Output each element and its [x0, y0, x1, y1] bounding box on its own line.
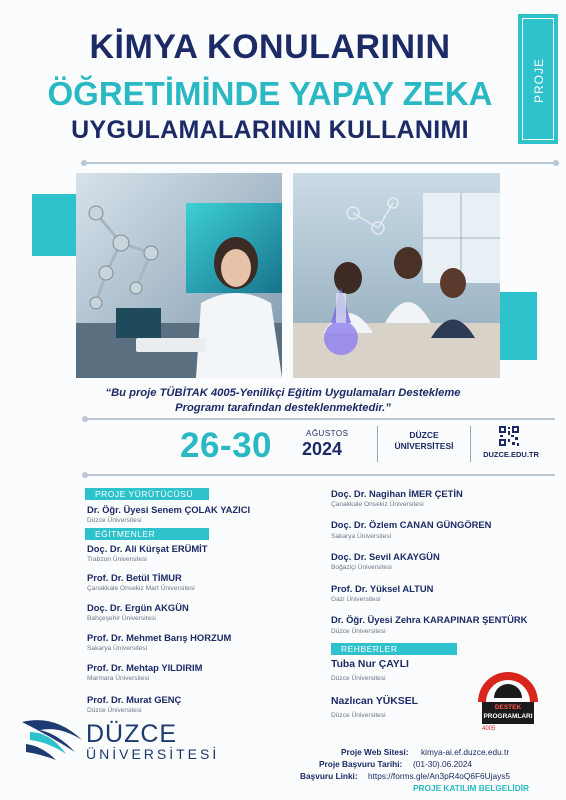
- header-divider: [84, 162, 556, 164]
- trainer-name: Prof. Dr. Mehtap YILDIRIM: [87, 662, 203, 673]
- event-venue: DÜZCE ÜNİVERSİTESİ: [394, 430, 454, 451]
- qr-code-icon[interactable]: [498, 425, 520, 447]
- section-executive: PROJE YÜRÜTÜCÜSÜ: [85, 488, 209, 500]
- guide-name: Tuba Nur ÇAYLI: [331, 659, 409, 670]
- event-website[interactable]: DUZCE.EDU.TR: [483, 450, 539, 459]
- trainer-affiliation: Gazi Üniversitesi: [331, 596, 381, 603]
- event-dates: 26-30: [180, 426, 273, 465]
- divider-dot: [82, 416, 88, 422]
- event-year: 2024: [302, 439, 343, 459]
- trainer-affiliation: Marmara Üniversitesi: [87, 675, 150, 682]
- trainer-affiliation: Çanakkale Onsekiz Üniversitesi: [331, 501, 424, 508]
- trainer-affiliation: Çanakkale Onsekiz Mart Üniversitesi: [87, 585, 195, 592]
- trainer-affiliation: Sakarya Üniversitesi: [331, 533, 392, 540]
- title-line-2: ÖĞRETİMİNDE YAPAY ZEKA: [47, 75, 493, 112]
- destek-code: 4005: [482, 726, 496, 732]
- guide-name: Nazlıcan YÜKSEL: [331, 696, 419, 707]
- trainer-name: Doç. Dr. Ergün AKGÜN: [87, 602, 189, 613]
- support-quote: “Bu proje TÜBİTAK 4005-Yenilikçi Eğitim Uygulamaları Destekleme Programı tarafından desteklenmektedir.”: [105, 387, 461, 414]
- accent-block-left: [32, 194, 76, 256]
- footer-web-label: Proje Web Sitesi:: [341, 747, 409, 757]
- section-trainers: EĞİTMENLER: [85, 528, 209, 540]
- photo-lab-scientist: [76, 173, 282, 378]
- divider-dot: [81, 160, 87, 166]
- project-tag: [518, 14, 558, 144]
- separator: [470, 426, 471, 462]
- trainer-name: Doç. Dr. Özlem CANAN GÜNGÖREN: [331, 519, 492, 530]
- guide-affiliation: Düzce Üniversitesi: [331, 675, 386, 682]
- trainer-name: Doç. Dr. Ali Kürşat ERÜMİT: [87, 543, 208, 554]
- trainer-affiliation: Trabzon Üniversitesi: [87, 556, 147, 563]
- event-month: AĞUSTOS: [306, 429, 349, 438]
- duzce-logo-mark: [20, 712, 90, 764]
- destek-logo-mark: [468, 662, 548, 742]
- trainer-affiliation: Düzce Üniversitesi: [87, 707, 142, 714]
- footer-certificate: PROJE KATILIM BELGELİDİR: [413, 783, 530, 793]
- title-line-3: UYGULAMALARININ KULLANIMI: [71, 116, 469, 144]
- title-line-1: KİMYA KONULARININ: [89, 28, 451, 66]
- trainer-affiliation: Düzce Üniversitesi: [331, 628, 386, 635]
- separator: [377, 426, 378, 462]
- trainer-name: Prof. Dr. Betül TİMUR: [87, 572, 182, 583]
- footer-link-label: Başvuru Linki:: [300, 771, 358, 781]
- footer-link-value[interactable]: https://forms.gle/An3pR4oQ6F6Ujays5: [368, 771, 511, 781]
- executive-name: Dr. Öğr. Üyesi Senem ÇOLAK YAZICI: [87, 504, 251, 515]
- guide-affiliation: Düzce Üniversitesi: [331, 712, 386, 719]
- section-guides: REHBERLER: [331, 643, 457, 655]
- photo-classroom: [293, 173, 500, 378]
- trainer-affiliation: Sakarya Üniversitesi: [87, 645, 148, 652]
- project-tag-label: PROJE: [532, 57, 546, 103]
- trainer-name: Prof. Dr. Yüksel ALTUN: [331, 583, 434, 594]
- executive-affiliation: Düzce Üniversitesi: [87, 517, 142, 524]
- trainer-name: Prof. Dr. Mehmet Barış HORZUM: [87, 632, 232, 643]
- footer-date-value: (01-30).06.2024: [413, 759, 473, 769]
- divider-dot: [82, 472, 88, 478]
- divider-dot: [553, 160, 559, 166]
- footer-date-label: Proje Başvuru Tarihi:: [319, 759, 403, 769]
- trainer-name: Dr. Öğr. Üyesi Zehra KARAPINAR ŞENTÜRK: [331, 614, 528, 625]
- logo-line2: ÜNİVERSİTESİ: [86, 746, 220, 762]
- logo-line1: DÜZCE: [86, 720, 178, 748]
- date-divider: [85, 474, 555, 476]
- quote-divider: [85, 418, 555, 420]
- destek-line2: PROGRAMLARI: [483, 713, 533, 720]
- trainer-name: Doç. Dr. Nagihan İMER ÇETİN: [331, 488, 463, 499]
- trainer-affiliation: Boğaziçi Üniversitesi: [331, 564, 392, 571]
- trainer-affiliation: Bahçeşehir Üniversitesi: [87, 615, 156, 622]
- trainer-name: Doç. Dr. Sevil AKAYGÜN: [331, 551, 440, 562]
- classroom-illustration: [293, 173, 500, 378]
- project-tag-frame: [522, 18, 554, 140]
- lab-scientist-illustration: [76, 173, 282, 378]
- duzce-university-logo: [20, 712, 220, 764]
- footer-web-value[interactable]: kimya-ai.ef.duzce.edu.tr: [421, 747, 510, 757]
- trainer-name: Prof. Dr. Murat GENÇ: [87, 694, 182, 705]
- destek-programlari-logo: [468, 662, 548, 742]
- destek-line1: DESTEK: [494, 704, 522, 711]
